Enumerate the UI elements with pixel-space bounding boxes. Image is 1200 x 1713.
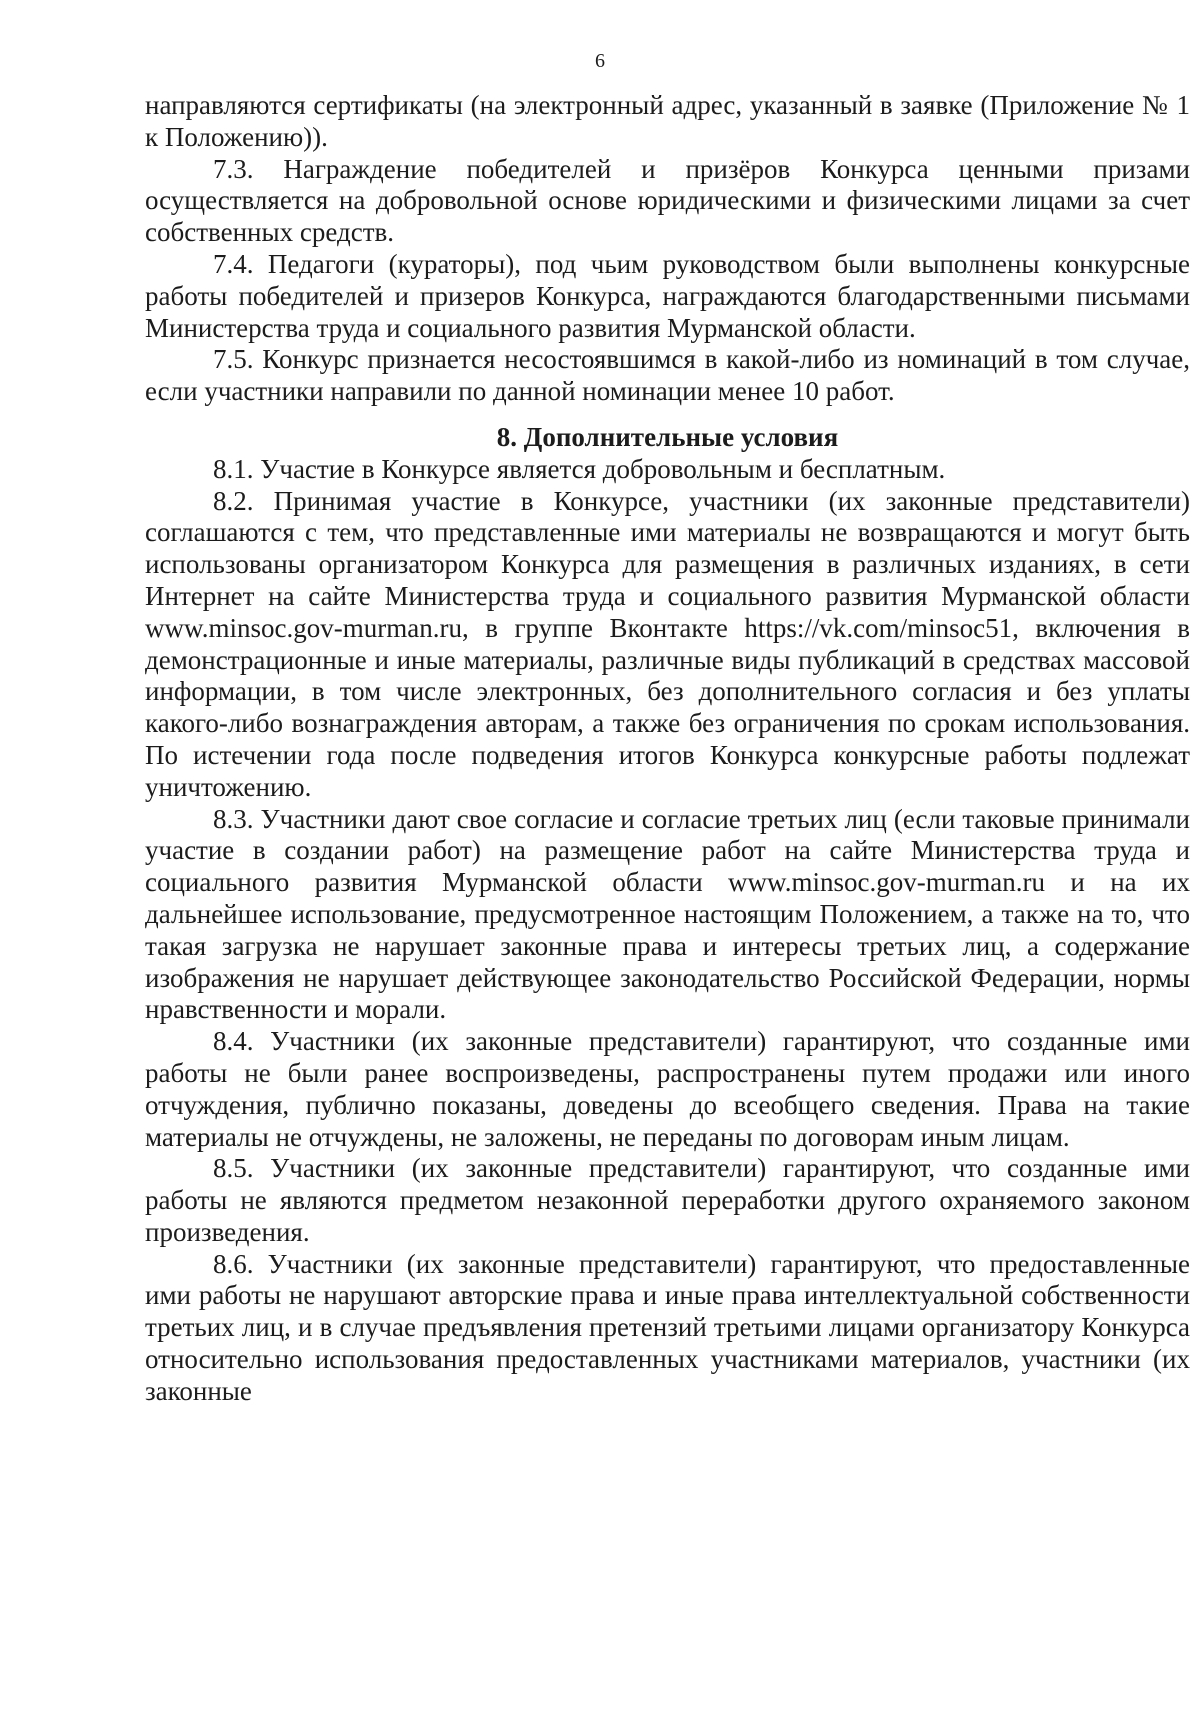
paragraph-continuation-7-2: направляются сертификаты (на электронный адрес, указанный в заявке (Приложение № 1 к Положению)). xyxy=(145,90,1190,152)
document-body xyxy=(145,90,1190,1408)
paragraph-7-5: 7.5. Конкурс признается несостоявшимся в какой-либо из номинаций в том случае, если участники направили по данной номинации менее 10 работ. xyxy=(145,344,1190,407)
paragraph-8-2: 8.2. Принимая участие в Конкурсе, участники (их законные представители) соглашаются с тем, что представленные ими материалы не возвращаются и могут быть использованы организатором Конкурса для размещения в различных изданиях, в сети Интернет на сайте Министерства труда и социального развития Мурманской области www.minsoc.gov-murman.ru, в группе Вконтакте https://vk.com/minsoc51, включения в демонстрационные и иные материалы, различные виды публикаций в средствах массовой информации, в том числе электронных, без дополнительного согласия и без уплаты какого-либо вознаграждения авторам, а также без ограничения по срокам использования. По истечении года после подведения итогов Конкурса конкурсные работы подлежат уничтожению. xyxy=(145,485,1190,802)
paragraph-8-1: 8.1. Участие в Конкурсе является добровольным и бесплатным. xyxy=(213,453,946,484)
page-number: 6 xyxy=(595,50,605,72)
paragraph-8-5: 8.5. Участники (их законные представители) гарантируют, что созданные ими работы не являются предметом незаконной переработки другого охраняемого законом произведения. xyxy=(145,1153,1190,1247)
paragraph-7-4: 7.4. Педагоги (кураторы), под чьим руководством были выполнены конкурсные работы победителей и призеров Конкурса, награждаются благодарственными письмами Министерства труда и социального развития Мурманской области. xyxy=(145,248,1190,343)
section-heading-8: 8. Дополнительные условия xyxy=(496,421,839,452)
paragraph-8-3: 8.3. Участники дают свое согласие и согласие третьих лиц (если таковые принимали участие в создании работ) на размещение работ на сайте Министерства труда и социального развития Мурманской области www.minsoc.gov-murman.ru и на их дальнейшее использование, предусмотренное настоящим Положением, а также на то, что такая загрузка не нарушает законные права и интересы третьих лиц, а содержание изображения не нарушает действующее законодательство Российской Федерации, нормы нравственности и морали. xyxy=(145,803,1190,1025)
paragraph-8-4: 8.4. Участники (их законные представители) гарантируют, что созданные ими работы не были ранее воспроизведены, распространены путем продажи или иного отчуждения, публично показаны, доведены до всеобщего сведения. Права на такие материалы не отчуждены, не заложены, не переданы по договорам иным лицам. xyxy=(145,1026,1190,1152)
paragraph-7-3: 7.3. Награждение победителей и призёров Конкурса ценными призами осуществляется на добровольной основе юридическими и физическими лицами за счет собственных средств. xyxy=(145,153,1190,248)
paragraph-8-6: 8.6. Участники (их законные представители) гарантируют, что предоставленные ими работы не нарушают авторские права и иные права интеллектуальной собственности третьих лиц, и в случае предъявления претензий третьими лицами организатору Конкурса относительно использования предоставленных участниками материалов, участники (их законные xyxy=(145,1248,1190,1406)
